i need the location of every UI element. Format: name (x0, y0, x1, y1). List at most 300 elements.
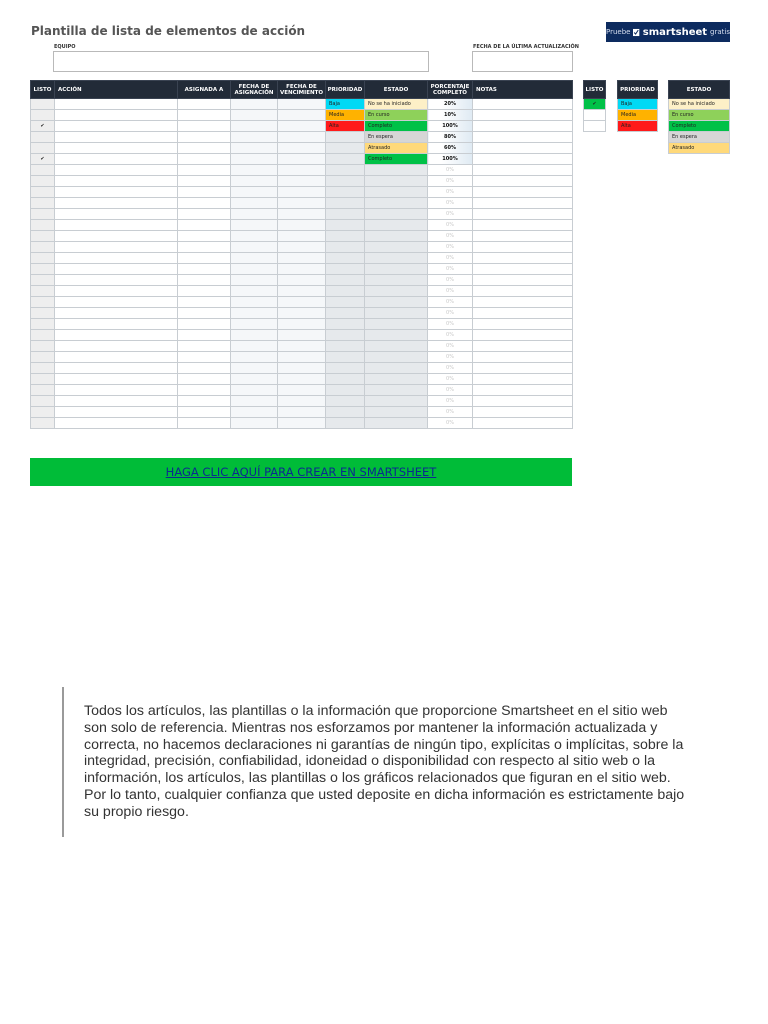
cell-prioridad[interactable] (326, 264, 365, 275)
cell-accion[interactable] (55, 143, 178, 154)
cell-accion[interactable] (55, 341, 178, 352)
cell-notas[interactable] (473, 154, 573, 165)
cell-estado[interactable] (365, 286, 428, 297)
cell-fecha-asignacion[interactable] (231, 385, 278, 396)
cell-fecha-vencimiento[interactable] (278, 99, 326, 110)
cell-porcentaje[interactable]: 0% (428, 341, 473, 352)
cell-prioridad[interactable]: Alta (326, 121, 365, 132)
cell-porcentaje[interactable]: 0% (428, 275, 473, 286)
cell-estado[interactable] (365, 308, 428, 319)
cell-fecha-asignacion[interactable] (231, 176, 278, 187)
cell-asignada[interactable] (178, 418, 231, 429)
create-in-smartsheet-banner[interactable] (30, 458, 572, 486)
cell-fecha-vencimiento[interactable] (278, 154, 326, 165)
cell-accion[interactable] (55, 165, 178, 176)
cell-listo[interactable]: ✔ (31, 154, 55, 165)
cell-prioridad[interactable] (326, 187, 365, 198)
cell-porcentaje[interactable]: 0% (428, 176, 473, 187)
cell-accion[interactable] (55, 132, 178, 143)
cell-listo[interactable] (31, 297, 55, 308)
cell-fecha-vencimiento[interactable] (278, 176, 326, 187)
cell-fecha-vencimiento[interactable] (278, 385, 326, 396)
cell-listo[interactable] (31, 198, 55, 209)
cell-estado[interactable]: En curso (365, 110, 428, 121)
cell-estado[interactable] (365, 187, 428, 198)
cell-estado[interactable] (365, 352, 428, 363)
cell-estado[interactable] (365, 341, 428, 352)
cell-asignada[interactable] (178, 319, 231, 330)
cell-fecha-asignacion[interactable] (231, 275, 278, 286)
cell-asignada[interactable] (178, 242, 231, 253)
cell-listo[interactable] (31, 330, 55, 341)
cell-fecha-vencimiento[interactable] (278, 253, 326, 264)
cell-fecha-asignacion[interactable] (231, 374, 278, 385)
cell-listo[interactable] (31, 143, 55, 154)
cell-estado[interactable] (365, 363, 428, 374)
cell-fecha-asignacion[interactable] (231, 396, 278, 407)
cell-notas[interactable] (473, 330, 573, 341)
cell-listo[interactable] (31, 407, 55, 418)
cell-notas[interactable] (473, 143, 573, 154)
cell-fecha-asignacion[interactable] (231, 297, 278, 308)
cell-listo[interactable] (31, 275, 55, 286)
cell-fecha-vencimiento[interactable] (278, 407, 326, 418)
legend-prioridad-header: PRIORIDAD (618, 81, 658, 99)
cell-fecha-asignacion[interactable] (231, 143, 278, 154)
cell-asignada[interactable] (178, 99, 231, 110)
legend-prioridad-item: Alta (618, 121, 658, 132)
cell-listo[interactable] (31, 231, 55, 242)
cell-fecha-vencimiento[interactable] (278, 198, 326, 209)
cell-porcentaje[interactable]: 60% (428, 143, 473, 154)
cell-fecha-asignacion[interactable] (231, 330, 278, 341)
cell-listo[interactable] (31, 253, 55, 264)
cell-listo[interactable] (31, 242, 55, 253)
legend-prioridad-item: Media (618, 110, 658, 121)
cell-listo[interactable] (31, 220, 55, 231)
cell-prioridad[interactable] (326, 341, 365, 352)
cell-fecha-vencimiento[interactable] (278, 308, 326, 319)
cell-listo[interactable] (31, 110, 55, 121)
cell-notas[interactable] (473, 407, 573, 418)
cell-notas[interactable] (473, 396, 573, 407)
legend-estado-item: En curso (669, 110, 730, 121)
cell-fecha-asignacion[interactable] (231, 99, 278, 110)
cell-notas[interactable] (473, 418, 573, 429)
cell-accion[interactable] (55, 220, 178, 231)
cell-prioridad[interactable] (326, 385, 365, 396)
cell-listo[interactable] (31, 132, 55, 143)
cell-prioridad[interactable] (326, 220, 365, 231)
cell-prioridad[interactable] (326, 286, 365, 297)
cell-porcentaje[interactable]: 0% (428, 352, 473, 363)
cell-estado[interactable] (365, 209, 428, 220)
cell-asignada[interactable] (178, 253, 231, 264)
legend-row (584, 121, 606, 132)
table-row (31, 286, 573, 297)
cell-listo[interactable] (31, 385, 55, 396)
cell-porcentaje[interactable]: 0% (428, 264, 473, 275)
cell-fecha-vencimiento[interactable] (278, 132, 326, 143)
cell-listo[interactable] (31, 99, 55, 110)
cell-notas[interactable] (473, 121, 573, 132)
cell-estado[interactable] (365, 165, 428, 176)
cell-fecha-vencimiento[interactable] (278, 165, 326, 176)
action-items-table (30, 80, 573, 429)
cell-asignada[interactable] (178, 330, 231, 341)
legend-listo-item (584, 121, 606, 132)
table-row (31, 187, 573, 198)
cell-listo[interactable] (31, 352, 55, 363)
cell-asignada[interactable] (178, 198, 231, 209)
cell-asignada[interactable] (178, 308, 231, 319)
cell-asignada[interactable] (178, 143, 231, 154)
cell-porcentaje[interactable]: 100% (428, 154, 473, 165)
cell-fecha-asignacion[interactable] (231, 198, 278, 209)
cell-accion[interactable] (55, 198, 178, 209)
legend-row (618, 99, 658, 110)
cell-prioridad[interactable] (326, 374, 365, 385)
cell-prioridad[interactable] (326, 418, 365, 429)
cell-fecha-vencimiento[interactable] (278, 143, 326, 154)
cell-fecha-vencimiento[interactable] (278, 275, 326, 286)
cell-fecha-vencimiento[interactable] (278, 110, 326, 121)
cell-prioridad[interactable] (326, 330, 365, 341)
cell-accion[interactable] (55, 253, 178, 264)
cell-fecha-vencimiento[interactable] (278, 352, 326, 363)
cell-asignada[interactable] (178, 231, 231, 242)
cell-accion[interactable] (55, 275, 178, 286)
cell-listo[interactable] (31, 363, 55, 374)
cell-prioridad[interactable]: Media (326, 110, 365, 121)
cell-asignada[interactable] (178, 165, 231, 176)
cell-fecha-asignacion[interactable] (231, 132, 278, 143)
cell-notas[interactable] (473, 253, 573, 264)
cell-fecha-asignacion[interactable] (231, 242, 278, 253)
cell-listo[interactable] (31, 308, 55, 319)
col-header-accion: ACCIÓN (55, 81, 178, 99)
cell-estado[interactable] (365, 176, 428, 187)
cell-notas[interactable] (473, 286, 573, 297)
cell-estado[interactable] (365, 220, 428, 231)
cell-accion[interactable] (55, 385, 178, 396)
cell-fecha-asignacion[interactable] (231, 319, 278, 330)
cell-asignada[interactable] (178, 286, 231, 297)
cell-estado[interactable] (365, 396, 428, 407)
cell-fecha-vencimiento[interactable] (278, 330, 326, 341)
cell-prioridad[interactable] (326, 253, 365, 264)
cell-porcentaje[interactable]: 0% (428, 385, 473, 396)
cell-fecha-asignacion[interactable] (231, 154, 278, 165)
cell-estado[interactable]: En espera (365, 132, 428, 143)
cell-fecha-asignacion[interactable] (231, 352, 278, 363)
cell-estado[interactable] (365, 275, 428, 286)
cell-notas[interactable] (473, 341, 573, 352)
cell-porcentaje[interactable]: 0% (428, 220, 473, 231)
cell-accion[interactable] (55, 308, 178, 319)
cell-fecha-vencimiento[interactable] (278, 220, 326, 231)
cell-porcentaje[interactable]: 0% (428, 198, 473, 209)
cell-listo[interactable] (31, 176, 55, 187)
cell-fecha-asignacion[interactable] (231, 264, 278, 275)
cell-fecha-asignacion[interactable] (231, 187, 278, 198)
cell-fecha-asignacion[interactable] (231, 220, 278, 231)
table-row (31, 121, 573, 132)
cell-notas[interactable] (473, 231, 573, 242)
cell-porcentaje[interactable]: 0% (428, 297, 473, 308)
cell-fecha-asignacion[interactable] (231, 308, 278, 319)
cell-listo[interactable] (31, 165, 55, 176)
cell-estado[interactable] (365, 198, 428, 209)
cell-estado[interactable] (365, 418, 428, 429)
cell-prioridad[interactable] (326, 297, 365, 308)
cell-listo[interactable] (31, 286, 55, 297)
cell-asignada[interactable] (178, 407, 231, 418)
cell-porcentaje[interactable]: 0% (428, 242, 473, 253)
cell-prioridad[interactable] (326, 154, 365, 165)
cell-notas[interactable] (473, 352, 573, 363)
cell-fecha-vencimiento[interactable] (278, 297, 326, 308)
cell-fecha-vencimiento[interactable] (278, 341, 326, 352)
cell-estado[interactable] (365, 231, 428, 242)
cell-fecha-vencimiento[interactable] (278, 242, 326, 253)
table-row (31, 132, 573, 143)
cell-listo[interactable] (31, 319, 55, 330)
cell-notas[interactable] (473, 385, 573, 396)
cell-asignada[interactable] (178, 396, 231, 407)
table-row (31, 297, 573, 308)
cell-asignada[interactable] (178, 110, 231, 121)
cell-accion[interactable] (55, 396, 178, 407)
cell-estado[interactable]: Completo (365, 154, 428, 165)
cell-fecha-asignacion[interactable] (231, 363, 278, 374)
cell-accion[interactable] (55, 286, 178, 297)
table-row (31, 330, 573, 341)
cell-estado[interactable]: Atrasado (365, 143, 428, 154)
cell-asignada[interactable] (178, 374, 231, 385)
cell-notas[interactable] (473, 187, 573, 198)
cell-porcentaje[interactable]: 0% (428, 418, 473, 429)
cell-asignada[interactable] (178, 275, 231, 286)
cell-accion[interactable] (55, 110, 178, 121)
cell-fecha-vencimiento[interactable] (278, 264, 326, 275)
cell-fecha-asignacion[interactable] (231, 231, 278, 242)
cell-notas[interactable] (473, 374, 573, 385)
cell-porcentaje[interactable]: 80% (428, 132, 473, 143)
cell-notas[interactable] (473, 198, 573, 209)
cell-porcentaje[interactable]: 0% (428, 187, 473, 198)
cell-asignada[interactable] (178, 341, 231, 352)
cell-prioridad[interactable] (326, 176, 365, 187)
cell-accion[interactable] (55, 187, 178, 198)
cell-notas[interactable] (473, 209, 573, 220)
cell-prioridad[interactable] (326, 308, 365, 319)
cell-fecha-vencimiento[interactable] (278, 418, 326, 429)
cell-estado[interactable] (365, 242, 428, 253)
cell-notas[interactable] (473, 110, 573, 121)
cell-estado[interactable] (365, 374, 428, 385)
table-row (31, 374, 573, 385)
cell-fecha-asignacion[interactable] (231, 209, 278, 220)
table-row (31, 407, 573, 418)
cell-asignada[interactable] (178, 352, 231, 363)
cell-fecha-asignacion[interactable] (231, 341, 278, 352)
create-in-smartsheet-link[interactable]: HAGA CLIC AQUÍ PARA CREAR EN SMARTSHEET (165, 465, 437, 479)
cell-notas[interactable] (473, 165, 573, 176)
cell-estado[interactable] (365, 330, 428, 341)
cell-accion[interactable] (55, 99, 178, 110)
cell-fecha-vencimiento[interactable] (278, 209, 326, 220)
cell-porcentaje[interactable]: 0% (428, 407, 473, 418)
cell-prioridad[interactable] (326, 275, 365, 286)
last-update-input[interactable] (472, 51, 573, 72)
cell-fecha-vencimiento[interactable] (278, 319, 326, 330)
cell-asignada[interactable] (178, 297, 231, 308)
cell-fecha-asignacion[interactable] (231, 418, 278, 429)
cell-fecha-vencimiento[interactable] (278, 396, 326, 407)
cell-asignada[interactable] (178, 176, 231, 187)
cell-prioridad[interactable] (326, 143, 365, 154)
cell-porcentaje[interactable]: 0% (428, 363, 473, 374)
cell-accion[interactable] (55, 297, 178, 308)
cell-porcentaje[interactable]: 0% (428, 209, 473, 220)
cell-prioridad[interactable] (326, 396, 365, 407)
cell-prioridad[interactable] (326, 407, 365, 418)
cell-porcentaje[interactable]: 0% (428, 253, 473, 264)
cell-fecha-asignacion[interactable] (231, 121, 278, 132)
cell-notas[interactable] (473, 99, 573, 110)
cell-porcentaje[interactable]: 20% (428, 99, 473, 110)
cell-estado[interactable] (365, 407, 428, 418)
cell-fecha-asignacion[interactable] (231, 286, 278, 297)
cell-asignada[interactable] (178, 220, 231, 231)
cell-porcentaje[interactable]: 0% (428, 308, 473, 319)
cell-porcentaje[interactable]: 10% (428, 110, 473, 121)
cell-porcentaje[interactable]: 0% (428, 396, 473, 407)
cell-accion[interactable] (55, 330, 178, 341)
cell-estado[interactable]: No se ha iniciado (365, 99, 428, 110)
cell-fecha-asignacion[interactable] (231, 165, 278, 176)
cell-accion[interactable] (55, 121, 178, 132)
cell-accion[interactable] (55, 407, 178, 418)
cell-fecha-vencimiento[interactable] (278, 187, 326, 198)
cell-listo[interactable] (31, 187, 55, 198)
cell-listo[interactable] (31, 341, 55, 352)
cell-accion[interactable] (55, 319, 178, 330)
table-row (31, 275, 573, 286)
cell-porcentaje[interactable]: 0% (428, 330, 473, 341)
cell-notas[interactable] (473, 363, 573, 374)
cell-fecha-vencimiento[interactable] (278, 121, 326, 132)
cell-fecha-asignacion[interactable] (231, 253, 278, 264)
cell-prioridad[interactable]: Baja (326, 99, 365, 110)
legend-estado (668, 80, 730, 154)
cell-accion[interactable] (55, 352, 178, 363)
cell-prioridad[interactable] (326, 165, 365, 176)
cell-notas[interactable] (473, 132, 573, 143)
cell-listo[interactable] (31, 209, 55, 220)
col-header-porcentaje: PORCENTAJE COMPLETO (428, 81, 473, 99)
cell-porcentaje[interactable]: 0% (428, 319, 473, 330)
disclaimer-block (62, 687, 689, 837)
cell-listo[interactable] (31, 396, 55, 407)
cell-porcentaje[interactable]: 0% (428, 286, 473, 297)
cell-estado[interactable] (365, 297, 428, 308)
cell-accion[interactable] (55, 242, 178, 253)
legend-row (669, 99, 730, 110)
cell-fecha-vencimiento[interactable] (278, 374, 326, 385)
cell-fecha-vencimiento[interactable] (278, 231, 326, 242)
cell-asignada[interactable] (178, 121, 231, 132)
cell-asignada[interactable] (178, 264, 231, 275)
cell-estado[interactable] (365, 253, 428, 264)
cell-accion[interactable] (55, 176, 178, 187)
cell-porcentaje[interactable]: 0% (428, 231, 473, 242)
cell-accion[interactable] (55, 418, 178, 429)
cell-estado[interactable] (365, 385, 428, 396)
try-smartsheet-button[interactable] (606, 22, 730, 42)
cell-prioridad[interactable] (326, 319, 365, 330)
cell-accion[interactable] (55, 374, 178, 385)
cell-asignada[interactable] (178, 187, 231, 198)
cell-notas[interactable] (473, 308, 573, 319)
cell-notas[interactable] (473, 264, 573, 275)
cell-notas[interactable] (473, 319, 573, 330)
cell-porcentaje[interactable]: 0% (428, 165, 473, 176)
cell-fecha-asignacion[interactable] (231, 407, 278, 418)
cell-fecha-asignacion[interactable] (231, 110, 278, 121)
cell-accion[interactable] (55, 264, 178, 275)
cell-estado[interactable] (365, 319, 428, 330)
cell-accion[interactable] (55, 231, 178, 242)
cell-porcentaje[interactable]: 0% (428, 374, 473, 385)
cell-notas[interactable] (473, 297, 573, 308)
cell-listo[interactable]: ✔ (31, 121, 55, 132)
cell-prioridad[interactable] (326, 198, 365, 209)
cell-accion[interactable] (55, 363, 178, 374)
legend-prioridad (617, 80, 658, 132)
cell-porcentaje[interactable]: 100% (428, 121, 473, 132)
cell-accion[interactable] (55, 209, 178, 220)
cell-estado[interactable]: Completo (365, 121, 428, 132)
cell-prioridad[interactable] (326, 242, 365, 253)
team-input[interactable] (53, 51, 429, 72)
cell-accion[interactable] (55, 154, 178, 165)
cell-asignada[interactable] (178, 132, 231, 143)
legend-row (669, 132, 730, 143)
cell-asignada[interactable] (178, 363, 231, 374)
cell-fecha-vencimiento[interactable] (278, 286, 326, 297)
cell-notas[interactable] (473, 242, 573, 253)
cell-prioridad[interactable] (326, 209, 365, 220)
cell-listo[interactable] (31, 418, 55, 429)
cell-notas[interactable] (473, 220, 573, 231)
cell-prioridad[interactable] (326, 352, 365, 363)
cell-prioridad[interactable] (326, 231, 365, 242)
cell-prioridad[interactable] (326, 363, 365, 374)
cell-asignada[interactable] (178, 209, 231, 220)
cell-prioridad[interactable] (326, 132, 365, 143)
cell-listo[interactable] (31, 264, 55, 275)
cell-fecha-vencimiento[interactable] (278, 363, 326, 374)
cell-asignada[interactable] (178, 385, 231, 396)
cell-notas[interactable] (473, 176, 573, 187)
cell-estado[interactable] (365, 264, 428, 275)
cell-listo[interactable] (31, 374, 55, 385)
cell-notas[interactable] (473, 275, 573, 286)
cell-asignada[interactable] (178, 154, 231, 165)
legend-listo-item (584, 110, 606, 121)
